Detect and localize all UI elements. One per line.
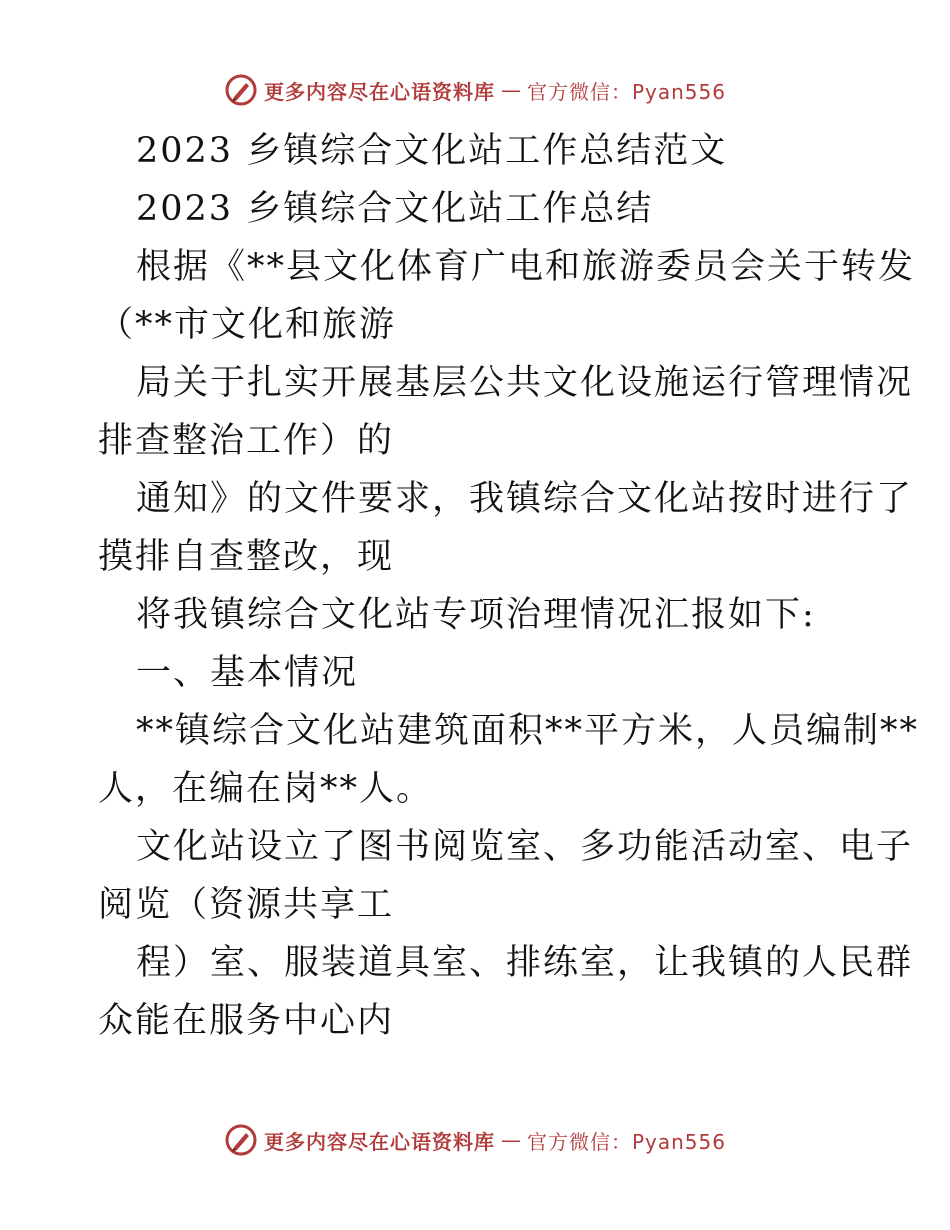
paragraph-line: 通知》的文件要求，我镇综合文化站按时进行了 xyxy=(136,479,914,519)
banner-text: 更多内容尽在心语资料库 xyxy=(263,79,495,104)
banner-separator: — xyxy=(500,78,521,102)
banner-contact: 官方微信：Pyan556 xyxy=(526,1129,726,1154)
paragraph-line: 人，在编在岗**人。 xyxy=(98,769,434,809)
paragraph-line: **镇综合文化站建筑面积**平方米，人员编制** xyxy=(136,711,920,751)
paragraph-line: 摸排自查整改，现 xyxy=(98,537,395,577)
banner-separator: — xyxy=(500,1128,521,1152)
doc-title: 2023 乡镇综合文化站工作总结范文 xyxy=(136,131,728,171)
paragraph-line: 将我镇综合文化站专项治理情况汇报如下: xyxy=(136,595,816,635)
paragraph-line: 程）室、服装道具室、排练室，让我镇的人民群 xyxy=(136,943,914,983)
banner-contact: 官方微信：Pyan556 xyxy=(526,79,726,104)
paragraph-line: 众能在服务中心内 xyxy=(98,1001,395,1041)
footer-banner xyxy=(0,1120,950,1160)
pen-logo-icon xyxy=(224,73,258,107)
header-banner xyxy=(0,70,950,110)
paragraph-line: 文化站设立了图书阅览室、多功能活动室、电子 xyxy=(136,827,914,867)
paragraph-line: （**市文化和旅游 xyxy=(98,305,397,345)
pen-logo-icon xyxy=(224,1123,258,1157)
banner-text: 更多内容尽在心语资料库 xyxy=(263,1129,495,1154)
document-body xyxy=(98,122,920,1050)
section-heading: 一、基本情况 xyxy=(136,653,359,693)
paragraph-line: 排查整治工作）的 xyxy=(98,421,395,461)
paragraph-line: 阅览（资源共享工 xyxy=(98,885,395,925)
paragraph-line: 根据《**县文化体育广电和旅游委员会关于转发 xyxy=(136,247,916,287)
doc-subtitle: 2023 乡镇综合文化站工作总结 xyxy=(136,189,654,229)
paragraph-line: 局关于扎实开展基层公共文化设施运行管理情况 xyxy=(136,363,914,403)
